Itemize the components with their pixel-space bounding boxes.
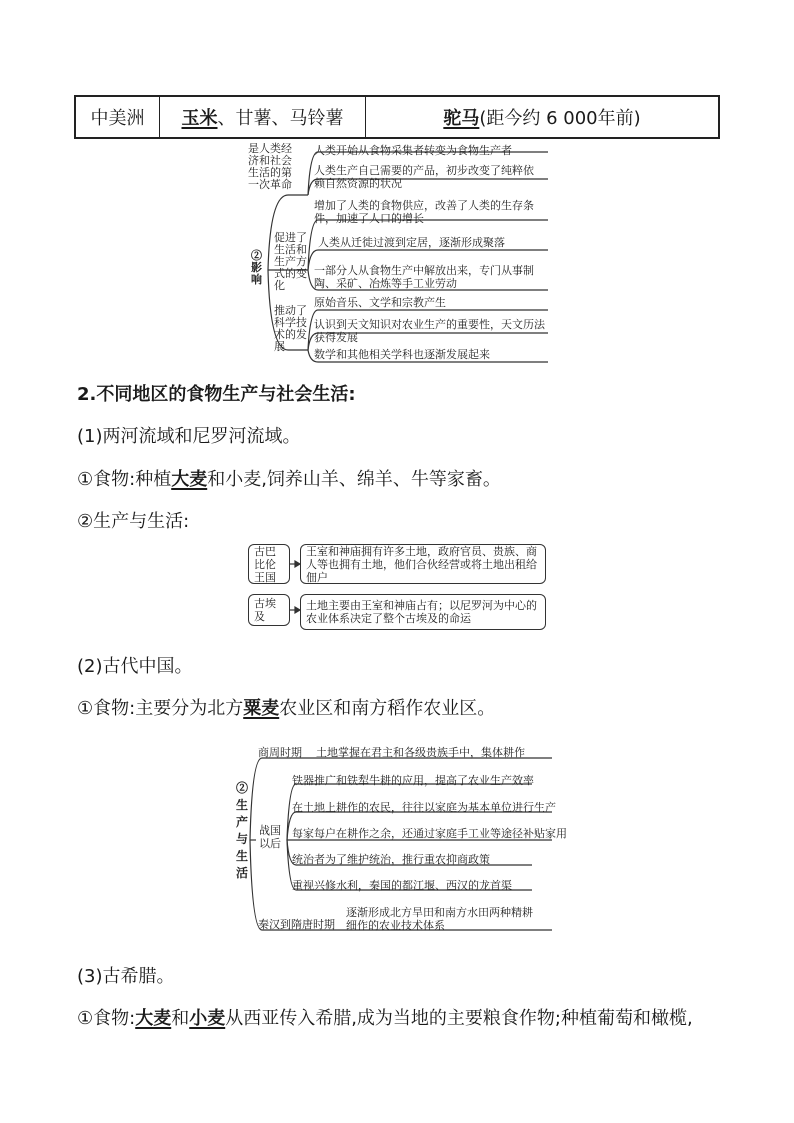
region-box: 古埃及: [248, 594, 290, 626]
period-label: 战国以后: [259, 824, 281, 850]
period-item: 每家每户在耕作之余，还通过家庭手工业等途径补贴家用: [292, 827, 567, 840]
animal-note: (距今约 6 000年前): [479, 108, 641, 129]
impact-item: 认识到天文知识对农业生产的重要性，天文历法获得发展: [314, 318, 545, 344]
food-suffix: 和小麦,饲养山羊、绵羊、牛等家畜。: [207, 469, 501, 490]
category-label: 推动了科学技术的发展: [274, 304, 307, 353]
region-desc: 土地主要由王室和神庙占有；以尼罗河为中心的农业体系决定了整个古埃及的命运: [300, 594, 546, 630]
food-prefix: ①食物:种植: [77, 469, 172, 490]
impact-item: 人类从迁徙过渡到定居，逐渐形成聚落: [318, 236, 505, 249]
period-item: 土地掌握在君主和各级贵族手中，集体耕作: [316, 746, 525, 759]
subsection-heading: ②生产与生活:: [77, 511, 190, 532]
land-ownership-diagram: [248, 544, 548, 632]
crops-cell: [160, 97, 366, 137]
period-label: 秦汉到隋唐时期: [258, 918, 335, 931]
section-heading: 2.不同地区的食物生产与社会生活:: [77, 384, 356, 405]
food-underlined: 粟麦: [243, 698, 280, 719]
region-desc: 王室和神庙拥有许多土地，政府官员、贵族、商人等也拥有土地，他们合伙经营或将土地出租给佃户: [300, 544, 546, 584]
period-item: 铁器推广和铁犁牛耕的应用，提高了农业生产效率: [292, 774, 534, 787]
food-suffix: 从西亚传入希腊,成为当地的主要粮食作物;种植葡萄和橄榄,: [225, 1008, 693, 1029]
food-underlined: 小麦: [189, 1008, 226, 1029]
food-line: [77, 1004, 693, 1030]
animal-underlined: 驼马: [443, 108, 480, 129]
category-label: 是人类经济和社会生活的第一次革命: [248, 142, 292, 191]
category-label: 促进了生活和生产方式的变化: [274, 231, 307, 292]
production-life-mindmap: [232, 740, 567, 936]
impact-item: 一部分人从食物生产中解放出来，专门从事制陶、采矿、冶炼等手工业劳动: [314, 264, 534, 290]
impact-main-label: ②影响: [251, 249, 262, 286]
crop-underlined: 玉米: [181, 108, 218, 129]
food-line: [77, 465, 501, 491]
impact-item: 人类开始从食物采集者转变为食物生产者: [314, 144, 512, 157]
crop-rest: 、甘薯、马铃薯: [217, 108, 344, 129]
subsection-heading: (2)古代中国。: [77, 656, 193, 677]
food-prefix: ①食物:主要分为北方: [77, 698, 244, 719]
food-mid: 和: [171, 1008, 190, 1029]
subsection-heading: (3)古希腊。: [77, 966, 175, 987]
diagram-arrows: [248, 544, 548, 632]
impact-item: 数学和其他相关学科也逐渐发展起来: [314, 348, 490, 361]
period-label: 商周时期: [258, 746, 302, 759]
impact-item: 原始音乐、文学和宗教产生: [314, 296, 446, 309]
period-item: 逐渐形成北方旱田和南方水田两种精耕细作的农业技术体系: [346, 906, 533, 932]
impact-item: 增加了人类的食物供应，改善了人类的生存条件，加速了人口的增长: [314, 199, 534, 225]
production-main-label: ②生产与生活: [236, 781, 249, 880]
impact-item: 人类生产自己需要的产品，初步改变了纯粹依赖自然资源的状况: [314, 164, 534, 190]
animal-cell: [366, 97, 718, 137]
crop-table-row: [74, 95, 720, 139]
food-suffix: 农业区和南方稻作农业区。: [279, 698, 496, 719]
food-underlined: 大麦: [171, 469, 208, 490]
region-box: 古巴比伦王国: [248, 544, 290, 584]
region-name: 中美洲: [90, 108, 145, 129]
subsection-heading: (1)两河流域和尼罗河流域。: [77, 426, 301, 447]
food-prefix: ①食物:: [77, 1008, 136, 1029]
food-line: [77, 694, 495, 720]
period-item: 在土地上耕作的农民，往往以家庭为基本单位进行生产: [292, 801, 556, 814]
impact-mindmap: [248, 140, 558, 368]
food-underlined: 大麦: [135, 1008, 172, 1029]
period-item: 统治者为了维护统治，推行重农抑商政策: [292, 853, 490, 866]
region-cell: [76, 97, 160, 137]
period-item: 重视兴修水利，秦国的都江堰、西汉的龙首渠: [292, 879, 512, 892]
